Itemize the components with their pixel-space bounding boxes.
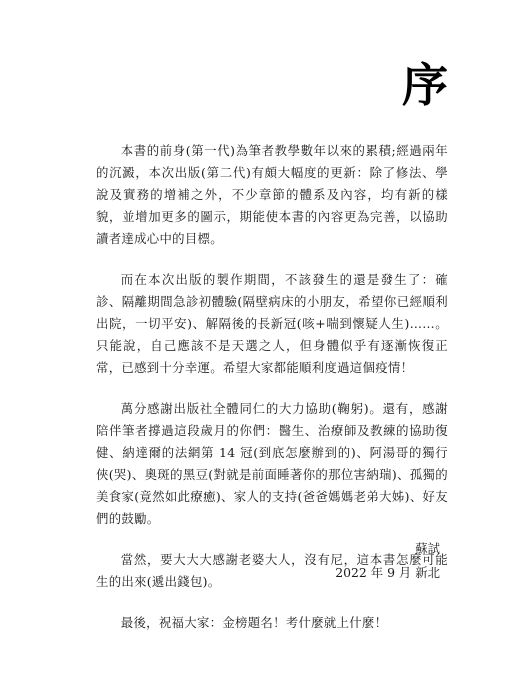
- author-signature: 蘇試: [415, 541, 440, 556]
- paragraph-2: 而在本次出版的製作期間，不該發生的還是發生了：確診、隔離期間急診初體驗(隔壁病床的小朋友，希望你已經順利出院，一切平安)、解隔後的長新冠(咳+喘到懷疑人生)……。只能說，自己應該不是天選之人，但身體似乎有逐漸恢復正常，已感到十分幸運。希望大家都能順利度過這個疫情！: [96, 272, 448, 375]
- paragraph-1: 本書的前身(第一代)為筆者教學數年以來的累積;經過兩年的沉澱，本次出版(第二代)有頗大幅度的更新：除了修法、學說及實務的增補之外，不少章節的體系及內容，均有新的樣貌，並增加更多的圖示，期能使本書的內容更為完善，以協助讀者達成心中的目標。: [96, 143, 448, 246]
- paragraph-5: 最後，祝福大家：金榜題名！考什麼就上什麼！: [120, 615, 388, 630]
- page-title: 序: [402, 58, 448, 112]
- signature-date: 2022 年 9 月 新北: [335, 565, 440, 580]
- paragraph-4: 當然，要大大大感謝老婆大人，沒有尼，這本書怎麼可能生的出來(遞出錢包)。: [96, 552, 448, 589]
- paragraph-3: 萬分感謝出版社全體同仁的大力協助(鞠躬)。還有，感謝陪伴筆者撐過這段歲月的你們：醫生、治療師及教練的協助復健、納達爾的法網第 14 冠(到底怎麼辦到的)、阿湯哥的獨行俠(哭)、奧斑的黑豆(對就是前面睡著你的那位害納瑞)、孤獨的美食家(竟然如此療癒)、家人的支持(爸爸媽媽老弟大姊)、好友們的鼓勵。: [96, 401, 448, 526]
